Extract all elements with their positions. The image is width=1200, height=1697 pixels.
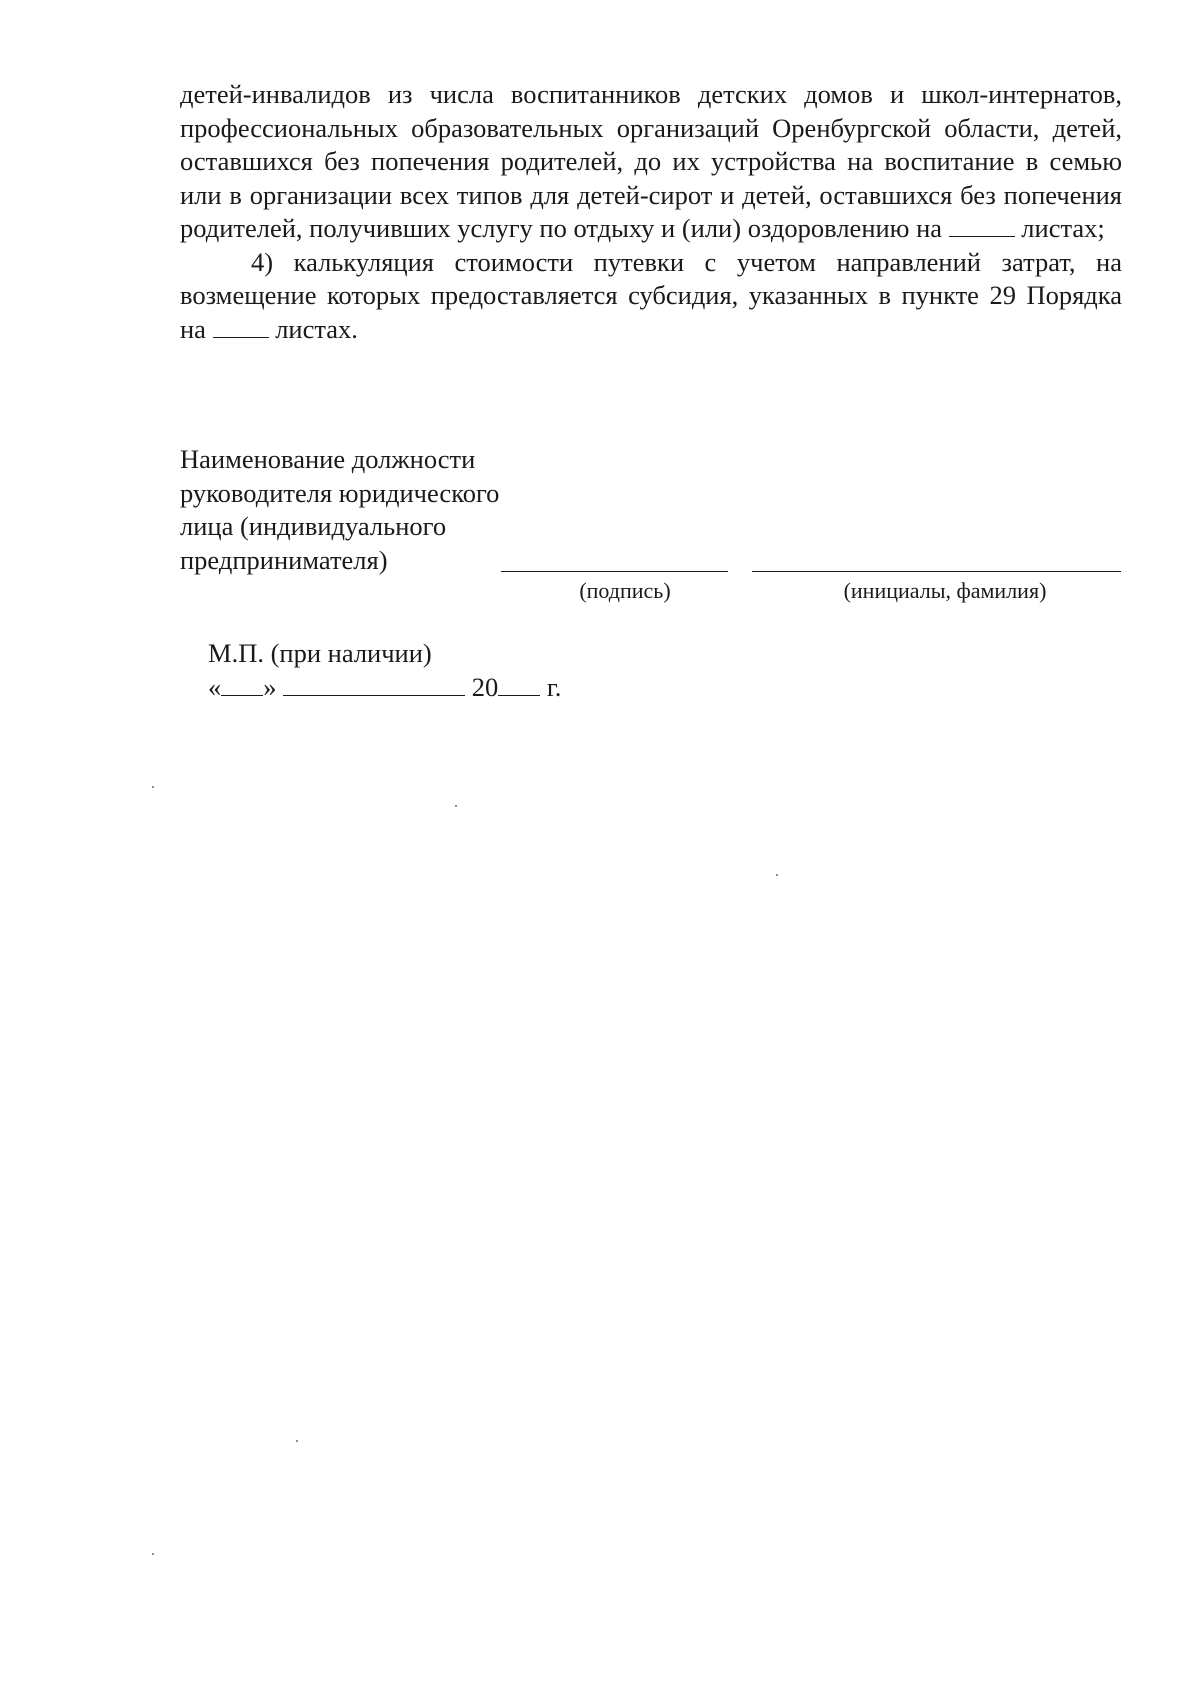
scan-speck [776,874,778,876]
year-prefix: 20 [471,672,499,702]
position-title-line: предпринимателя) [180,544,388,575]
signature-caption: (подпись) [579,578,671,603]
position-title-line: лица (индивидуального [180,511,447,541]
month-blank [283,673,465,696]
signature-line [501,571,728,572]
list-item-4-text: 4) калькуляция стоимости путевки с учетом направлений затрат, на возмещение которых предоставляется субсидия, указанных в пункте 29 Порядка на [180,246,1122,344]
stamp-label: М.П. (при наличии) [208,638,432,668]
year-suffix: г. [546,672,562,702]
paragraph-continued-ending: листах; [1021,213,1105,243]
name-caption: (инициалы, фамилия) [843,578,1047,603]
scan-speck [152,786,154,788]
list-item-4-ending: листах. [275,313,358,344]
scan-speck [455,805,457,807]
position-title-line: руководителя юридического [180,477,500,508]
position-title-line: Наименование должности [180,444,476,474]
paragraph-continued-text: детей-инвалидов из числа воспитанников детских домов и школ-интернатов, профессиональных образовательных организаций Оренбургской области, детей, оставшихся без попечения родителей, до их устройства на воспитание в семью или в организации всех типов для детей-сирот и детей, оставшихся без попечения родителей, получивших услугу по отдыху и (или) оздоровлению на [180,79,1122,243]
scan-speck [152,1553,154,1555]
calculation-sheet-count-blank [213,315,269,338]
year-blank [498,673,540,696]
date-line [208,671,561,705]
scan-speck [296,1440,298,1442]
list-item-4 [180,246,1122,347]
position-title-block [180,443,540,577]
paragraph-continued [180,78,1122,246]
date-open-quote: « [208,672,222,702]
name-line [752,571,1121,572]
day-blank [221,673,263,696]
date-close-quote: » [263,672,277,702]
sheet-count-blank [949,214,1015,237]
document-body [180,78,1122,346]
